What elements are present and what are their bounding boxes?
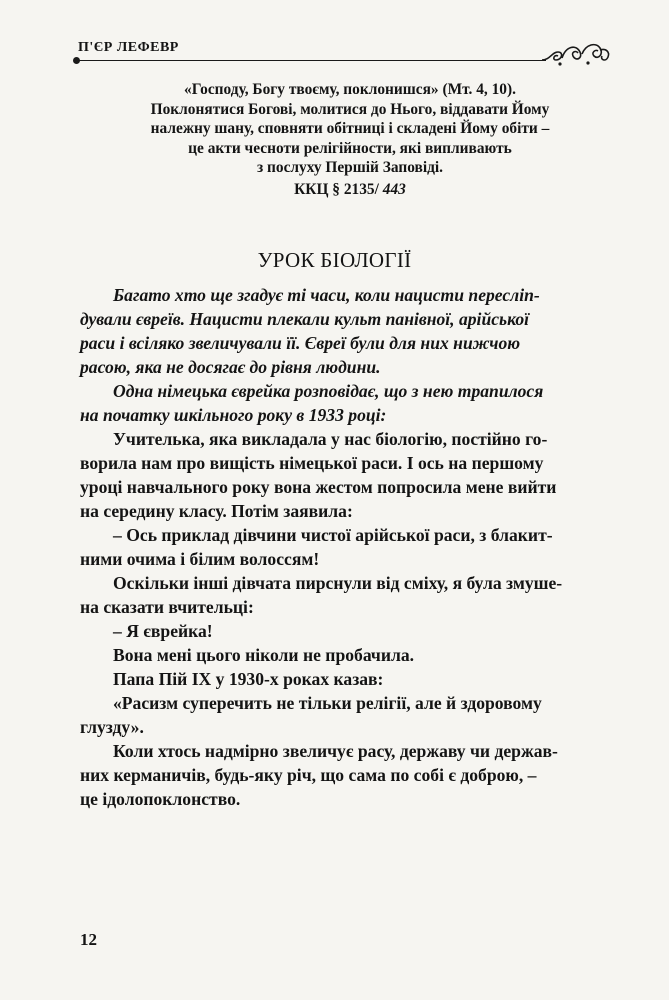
epigraph-line: Поклонятися Богові, молитися до Нього, віддавати Йому: [150, 100, 550, 118]
flourish-ornament-icon: [540, 38, 612, 68]
body-line: расою, яка не досягає до рівня людини.: [80, 357, 381, 377]
epigraph-line: «Господу, Богу твоєму, поклонишся» (Мт. 4, 10).: [184, 81, 516, 98]
epigraph: [110, 80, 590, 200]
body-line: на початку шкільного року в 1933 році:: [80, 405, 387, 425]
body-line: дували євреїв. Нацисти плекали культ панівної, арійської: [80, 309, 530, 329]
body-line: ворила нам про вищість німецької раси. І ось на першому: [80, 453, 544, 473]
reference-number: 443: [382, 180, 406, 198]
body-line: них керманичів, будь-яку річ, що сама по собі є доброю, –: [80, 765, 537, 785]
body-line: Папа Пій IX у 1930-х роках казав:: [113, 669, 384, 689]
body-line: – Ось приклад дівчини чистої арійської раси, з блакит-: [113, 525, 553, 545]
body-line: глузду».: [80, 717, 144, 737]
body-line: Коли хтось надмірно звеличує расу, державу чи держав-: [113, 741, 558, 761]
body-line: «Расизм суперечить не тільки релігії, але й здоровому: [113, 693, 542, 713]
page-number: 12: [80, 930, 97, 949]
body-text: [80, 283, 610, 811]
body-line: Одна німецька єврейка розповідає, що з нею трапилося: [113, 381, 544, 401]
body-line: це ідолопоклонство.: [80, 789, 241, 809]
body-line: Багато хто ще згадує ті часи, коли нацисти пересліп-: [113, 285, 540, 305]
body-line: – Я єврейка!: [113, 621, 213, 641]
body-line: ними очима і білим волоссям!: [80, 549, 320, 569]
body-line: раси і всіляко звеличували її. Євреї були для них нижчою: [80, 333, 521, 353]
epigraph-line: це акти чесноти релігійности, які випливають: [188, 139, 512, 157]
body-line: Оскільки інші дівчата пирснули від сміху, я була змуше-: [113, 573, 563, 593]
epigraph-line: з послуху Першій Заповіді.: [256, 159, 444, 177]
running-head: П'ЄР ЛЕФЕВР: [78, 40, 179, 55]
body-line: Учителька, яка викладала у нас біологію, постійно го-: [113, 429, 548, 449]
body-line: уроці навчального року вона жестом попросила мене вийти: [80, 477, 557, 497]
reference-prefix: ККЦ § 2135/: [294, 180, 379, 198]
chapter-title: УРОК БІОЛОГІЇ: [257, 248, 412, 273]
body-line: на сказати вчительці:: [80, 597, 254, 617]
body-line: на середину класу. Потім заявила:: [80, 501, 353, 521]
body-line: Вона мені цього ніколи не пробачила.: [113, 645, 415, 665]
epigraph-reference: [110, 180, 590, 200]
head-rule: [76, 60, 546, 61]
epigraph-line: належну шану, сповняти обітниці і складені Йому обіти –: [150, 120, 550, 138]
